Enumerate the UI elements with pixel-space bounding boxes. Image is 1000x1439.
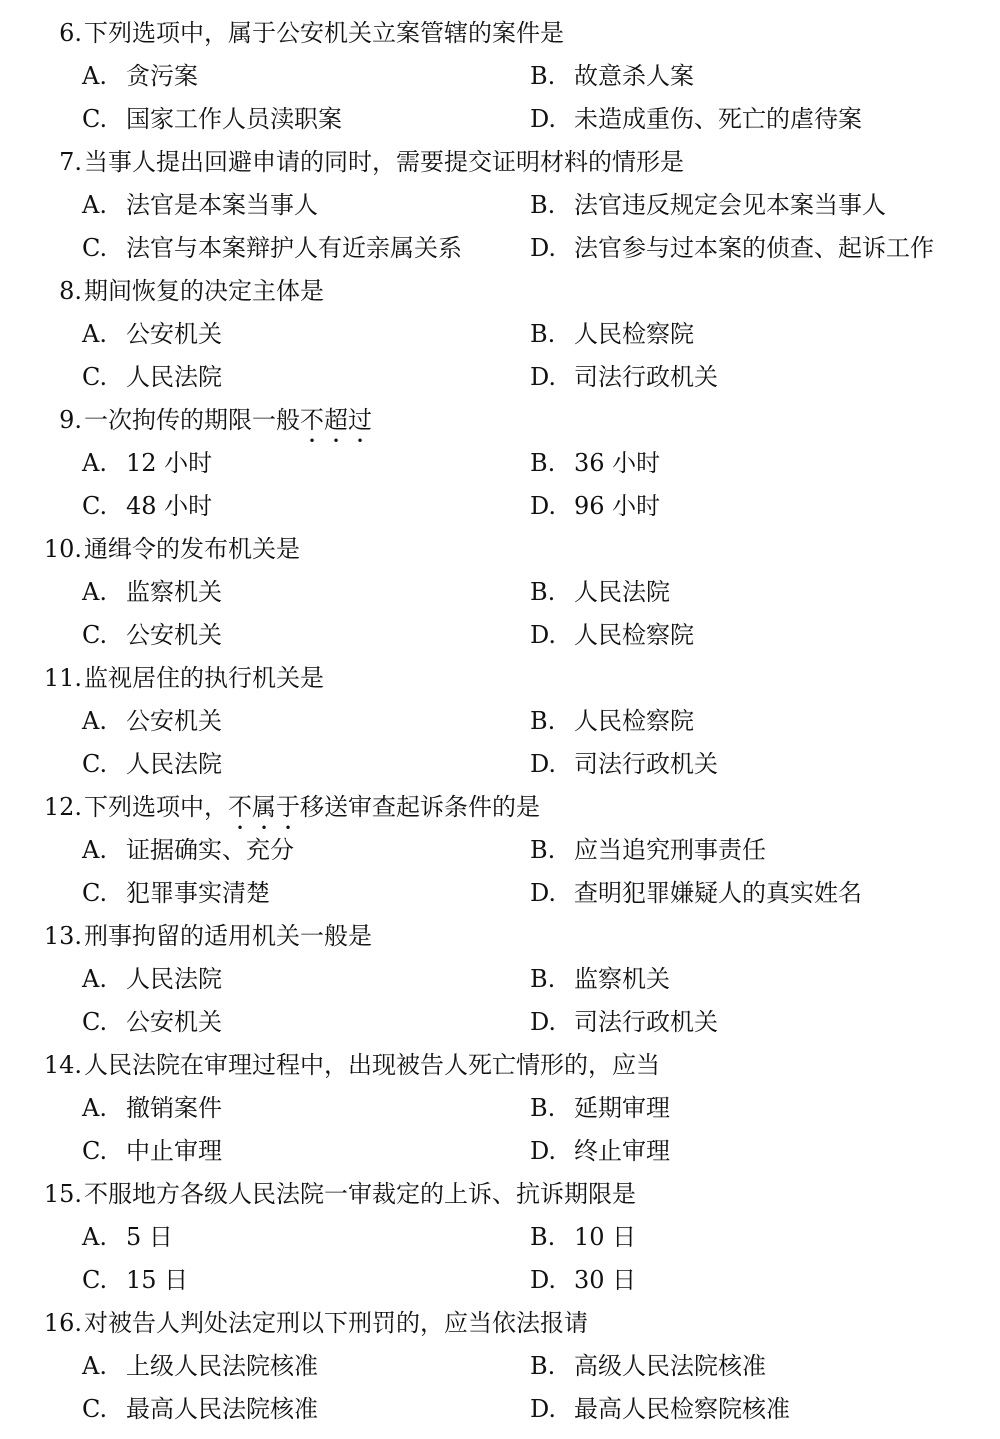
- question-stem: [0, 528, 300, 571]
- answer-option: [82, 700, 222, 743]
- option-label: D.: [530, 1008, 557, 1036]
- answer-option: [82, 614, 222, 657]
- options-row: [0, 700, 1000, 743]
- question-text: 下列选项中，属于公安机关立案管辖的案件是: [84, 19, 564, 47]
- option-text: 上级人民法院核准: [126, 1352, 318, 1380]
- options-row: [0, 1345, 1000, 1388]
- answer-option: [530, 700, 694, 743]
- option-label: D.: [530, 1395, 557, 1423]
- option-text: 证据确实、充分: [126, 836, 294, 864]
- option-text: 应当追究刑事责任: [574, 836, 766, 864]
- question-stem: [0, 915, 372, 958]
- option-text: 5 日: [126, 1223, 173, 1251]
- answer-option: [82, 1259, 188, 1302]
- option-text: 10 日: [574, 1223, 637, 1251]
- answer-option: [82, 1216, 173, 1259]
- options-row: [0, 485, 1000, 528]
- options-row: [0, 356, 1000, 399]
- question-stem: [0, 1044, 660, 1087]
- question-item: [0, 141, 1000, 270]
- answer-option: [530, 1259, 636, 1302]
- question-item: [0, 270, 1000, 399]
- option-label: C.: [82, 879, 108, 907]
- option-label: A.: [82, 707, 107, 735]
- option-label: D.: [530, 1266, 557, 1294]
- option-label: D.: [530, 750, 557, 778]
- option-text: 36 小时: [574, 449, 661, 477]
- option-label: D.: [530, 621, 557, 649]
- options-row: [0, 1001, 1000, 1044]
- option-label: B.: [530, 1223, 556, 1251]
- answer-option: [82, 1345, 318, 1388]
- options-row: [0, 442, 1000, 485]
- question-stem: [0, 657, 324, 700]
- answer-option: [82, 1388, 318, 1431]
- option-label: D.: [530, 363, 557, 391]
- question-number: 11.: [43, 664, 82, 692]
- answer-option: [82, 571, 222, 614]
- question-stem: [0, 786, 540, 829]
- answer-option: [82, 829, 294, 872]
- question-text: 人民法院在审理过程中，出现被告人死亡情形的，应当: [84, 1051, 660, 1079]
- answer-option: [530, 98, 862, 141]
- option-label: B.: [530, 1094, 556, 1122]
- option-label: C.: [82, 1266, 108, 1294]
- answer-option: [82, 958, 222, 1001]
- question-number: 12.: [43, 793, 82, 821]
- option-label: D.: [530, 492, 557, 520]
- question-text: 当事人提出回避申请的同时，需要提交证明材料的情形是: [84, 148, 684, 176]
- option-label: D.: [530, 879, 557, 907]
- answer-option: [530, 872, 862, 915]
- option-text: 48 小时: [126, 492, 213, 520]
- options-row: [0, 958, 1000, 1001]
- option-label: B.: [530, 62, 556, 90]
- answer-option: [530, 1087, 670, 1130]
- option-label: B.: [530, 836, 556, 864]
- option-text: 30 日: [574, 1266, 637, 1294]
- answer-option: [530, 1388, 790, 1431]
- option-label: C.: [82, 234, 108, 262]
- option-label: C.: [82, 750, 108, 778]
- options-row: [0, 227, 1000, 270]
- answer-option: [530, 1130, 670, 1173]
- answer-option: [530, 1345, 766, 1388]
- answer-option: [82, 1130, 222, 1173]
- option-label: A.: [82, 1352, 107, 1380]
- option-label: D.: [530, 1137, 557, 1165]
- option-label: C.: [82, 1395, 108, 1423]
- question-text: 下列选项中，: [84, 793, 228, 821]
- option-label: C.: [82, 1008, 108, 1036]
- answer-option: [530, 356, 718, 399]
- emphasized-text: 不超过: [300, 406, 372, 434]
- question-stem: [0, 1173, 636, 1216]
- option-label: B.: [530, 191, 556, 219]
- option-text: 人民法院: [574, 578, 670, 606]
- options-row: [0, 743, 1000, 786]
- option-label: A.: [82, 965, 107, 993]
- question-text: 对被告人判处法定刑以下刑罚的，应当依法报请: [84, 1309, 588, 1337]
- question-item: [0, 528, 1000, 657]
- option-label: A.: [82, 191, 107, 219]
- option-label: B.: [530, 449, 556, 477]
- option-text: 法官是本案当事人: [126, 191, 318, 219]
- option-text: 96 小时: [574, 492, 661, 520]
- answer-option: [530, 184, 886, 227]
- option-text: 延期审理: [574, 1094, 670, 1122]
- option-text: 撤销案件: [126, 1094, 222, 1122]
- option-text: 高级人民法院核准: [574, 1352, 766, 1380]
- question-item: [0, 1302, 1000, 1431]
- answer-option: [82, 1087, 222, 1130]
- option-text: 人民检察院: [574, 707, 694, 735]
- options-row: [0, 614, 1000, 657]
- option-text: 未造成重伤、死亡的虐待案: [574, 105, 862, 133]
- answer-option: [82, 184, 318, 227]
- options-row: [0, 1216, 1000, 1259]
- options-row: [0, 1388, 1000, 1431]
- question-stem: [0, 399, 372, 442]
- question-number: 15.: [43, 1180, 82, 1208]
- option-text: 公安机关: [126, 707, 222, 735]
- options-row: [0, 313, 1000, 356]
- option-text: 法官与本案辩护人有近亲属关系: [126, 234, 462, 262]
- option-text: 司法行政机关: [574, 750, 718, 778]
- option-text: 15 日: [126, 1266, 189, 1294]
- option-text: 法官参与过本案的侦查、起诉工作: [574, 234, 934, 262]
- option-label: A.: [82, 1094, 107, 1122]
- question-stem: [0, 141, 684, 184]
- question-text: 一次拘传的期限一般: [84, 406, 300, 434]
- option-text: 监察机关: [574, 965, 670, 993]
- question-number: 14.: [43, 1051, 82, 1079]
- option-label: A.: [82, 1223, 107, 1251]
- options-row: [0, 1130, 1000, 1173]
- option-label: A.: [82, 320, 107, 348]
- answer-option: [530, 313, 694, 356]
- option-text: 人民检察院: [574, 621, 694, 649]
- answer-option: [82, 485, 212, 528]
- options-row: [0, 829, 1000, 872]
- question-number: 8.: [59, 277, 82, 305]
- option-text: 司法行政机关: [574, 1008, 718, 1036]
- options-row: [0, 55, 1000, 98]
- option-text: 人民法院: [126, 965, 222, 993]
- question-number: 6.: [59, 19, 82, 47]
- answer-option: [530, 958, 670, 1001]
- option-text: 查明犯罪嫌疑人的真实姓名: [574, 879, 862, 907]
- answer-option: [82, 98, 342, 141]
- question-item: [0, 1044, 1000, 1173]
- option-label: B.: [530, 578, 556, 606]
- option-text: 法官违反规定会见本案当事人: [574, 191, 886, 219]
- option-label: D.: [530, 105, 557, 133]
- option-text: 终止审理: [574, 1137, 670, 1165]
- answer-option: [530, 743, 718, 786]
- option-label: B.: [530, 320, 556, 348]
- answer-option: [530, 614, 694, 657]
- option-label: D.: [530, 234, 557, 262]
- option-label: B.: [530, 965, 556, 993]
- option-label: B.: [530, 707, 556, 735]
- option-text: 公安机关: [126, 1008, 222, 1036]
- option-text: 最高人民法院核准: [126, 1395, 318, 1423]
- answer-option: [82, 356, 222, 399]
- option-label: A.: [82, 836, 107, 864]
- question-text: 通缉令的发布机关是: [84, 535, 300, 563]
- option-text: 公安机关: [126, 320, 222, 348]
- option-text: 最高人民检察院核准: [574, 1395, 790, 1423]
- option-label: C.: [82, 492, 108, 520]
- emphasized-text: 不属于: [228, 793, 300, 821]
- answer-option: [82, 1001, 222, 1044]
- options-row: [0, 184, 1000, 227]
- option-label: A.: [82, 449, 107, 477]
- options-row: [0, 1259, 1000, 1302]
- answer-option: [82, 743, 222, 786]
- option-text: 中止审理: [126, 1137, 222, 1165]
- option-label: C.: [82, 621, 108, 649]
- options-row: [0, 872, 1000, 915]
- option-label: C.: [82, 1137, 108, 1165]
- question-item: [0, 657, 1000, 786]
- question-item: [0, 786, 1000, 915]
- option-label: A.: [82, 62, 107, 90]
- question-number: 16.: [43, 1309, 82, 1337]
- question-number: 10.: [43, 535, 82, 563]
- answer-option: [530, 1216, 636, 1259]
- answer-option: [530, 485, 660, 528]
- answer-option: [530, 55, 694, 98]
- question-stem: [0, 1302, 588, 1345]
- option-label: C.: [82, 363, 108, 391]
- option-text: 监察机关: [126, 578, 222, 606]
- answer-option: [82, 442, 212, 485]
- option-text: 故意杀人案: [574, 62, 694, 90]
- options-row: [0, 571, 1000, 614]
- option-text: 司法行政机关: [574, 363, 718, 391]
- answer-option: [530, 571, 670, 614]
- answer-option: [530, 1001, 718, 1044]
- question-item: [0, 399, 1000, 528]
- answer-option: [82, 55, 198, 98]
- question-number: 7.: [59, 148, 82, 176]
- question-stem: [0, 270, 324, 313]
- option-text: 犯罪事实清楚: [126, 879, 270, 907]
- question-text-continued: 移送审查起诉条件的是: [300, 793, 540, 821]
- option-text: 贪污案: [126, 62, 198, 90]
- question-text: 监视居住的执行机关是: [84, 664, 324, 692]
- question-stem: [0, 12, 564, 55]
- question-item: [0, 12, 1000, 141]
- option-label: A.: [82, 578, 107, 606]
- question-number: 9.: [59, 406, 82, 434]
- question-number: 13.: [43, 922, 82, 950]
- question-item: [0, 1173, 1000, 1302]
- question-text: 不服地方各级人民法院一审裁定的上诉、抗诉期限是: [84, 1180, 636, 1208]
- answer-option: [82, 872, 270, 915]
- answer-option: [82, 227, 462, 270]
- option-text: 人民检察院: [574, 320, 694, 348]
- question-text: 期间恢复的决定主体是: [84, 277, 324, 305]
- option-text: 公安机关: [126, 621, 222, 649]
- options-row: [0, 98, 1000, 141]
- answer-option: [530, 227, 934, 270]
- answer-option: [530, 829, 766, 872]
- option-text: 12 小时: [126, 449, 213, 477]
- question-text: 刑事拘留的适用机关一般是: [84, 922, 372, 950]
- option-text: 人民法院: [126, 750, 222, 778]
- option-text: 人民法院: [126, 363, 222, 391]
- option-label: B.: [530, 1352, 556, 1380]
- options-row: [0, 1087, 1000, 1130]
- option-label: C.: [82, 105, 108, 133]
- answer-option: [530, 442, 660, 485]
- question-item: [0, 915, 1000, 1044]
- option-text: 国家工作人员渎职案: [126, 105, 342, 133]
- answer-option: [82, 313, 222, 356]
